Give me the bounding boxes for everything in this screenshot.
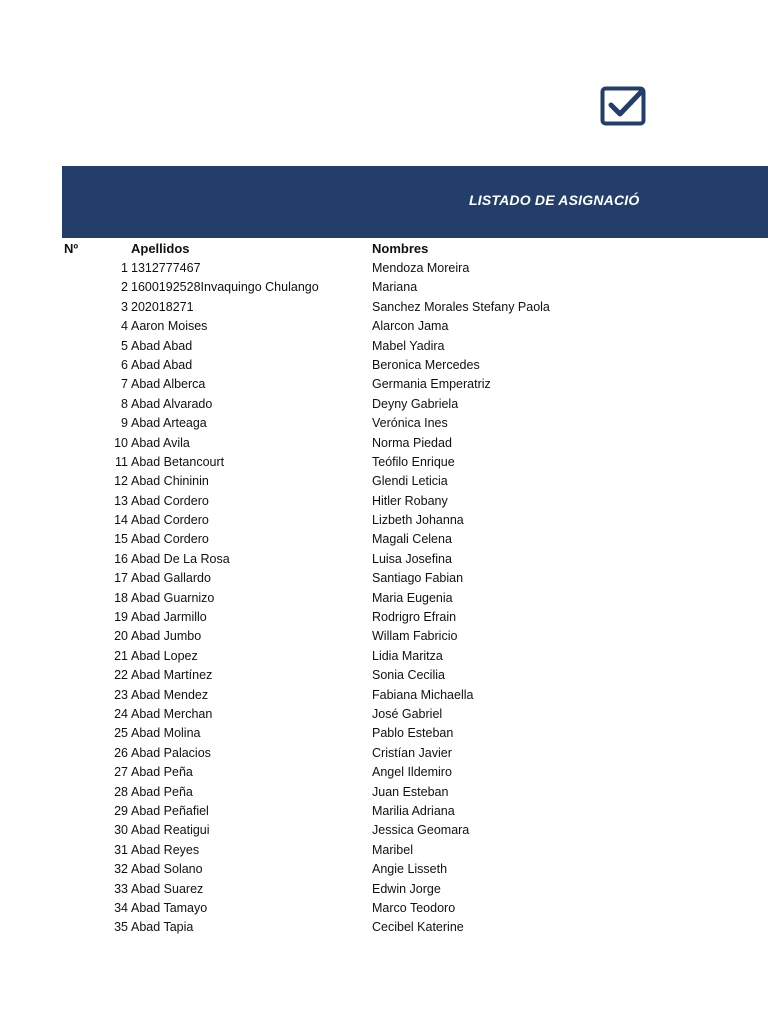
row-apellidos: Abad Abad	[131, 338, 193, 353]
row-apellidos: Abad Guarnizo	[131, 590, 215, 605]
row-number: 25	[114, 726, 128, 741]
row-number: 32	[114, 862, 128, 877]
row-nombres: Marilia Adriana	[372, 803, 455, 818]
row-nombres: Pablo Esteban	[372, 726, 454, 741]
checkbox-checked-icon	[600, 86, 646, 126]
row-number: 28	[114, 784, 128, 799]
row-number: 10	[114, 435, 128, 450]
list-row	[0, 762, 768, 781]
row-apellidos: Abad Suarez	[131, 881, 204, 896]
row-apellidos: Aaron Moises	[131, 319, 208, 334]
row-nombres: Marco Teodoro	[372, 900, 456, 915]
list-row	[0, 568, 768, 587]
row-nombres: Lizbeth Johanna	[372, 513, 464, 528]
row-apellidos: Abad Tapia	[131, 920, 194, 935]
row-number: 20	[114, 629, 128, 644]
row-nombres: Santiago Fabian	[372, 571, 464, 586]
row-nombres: Teófilo Enrique	[372, 454, 455, 469]
row-nombres: Edwin Jorge	[372, 881, 441, 896]
list-row	[0, 316, 768, 335]
row-nombres: Deyny Gabriela	[372, 396, 459, 411]
row-number: 8	[121, 396, 128, 411]
list-row	[0, 258, 768, 277]
row-nombres: José Gabriel	[372, 706, 443, 721]
row-number: 16	[114, 551, 128, 566]
row-apellidos: Abad Betancourt	[131, 454, 225, 469]
row-nombres: Beronica Mercedes	[372, 357, 480, 372]
list-row	[0, 510, 768, 529]
row-apellidos: Abad De La Rosa	[131, 551, 230, 566]
row-apellidos: Abad Martínez	[131, 668, 213, 683]
row-nombres: Verónica Ines	[372, 416, 448, 431]
row-apellidos: Abad Palacios	[131, 745, 211, 760]
row-nombres: Maria Eugenia	[372, 590, 453, 605]
row-nombres: Glendi Leticia	[372, 474, 448, 489]
row-number: 3	[121, 299, 128, 314]
list-row	[0, 665, 768, 684]
row-nombres: Fabiana Michaella	[372, 687, 474, 702]
list-row	[0, 607, 768, 626]
assignment-list	[0, 258, 768, 937]
row-number: 30	[114, 823, 128, 838]
row-number: 11	[115, 454, 128, 469]
list-row	[0, 879, 768, 898]
row-apellidos: Abad Lopez	[131, 648, 198, 663]
row-apellidos: 1600192528Invaquingo Chulango	[131, 280, 319, 295]
list-row	[0, 723, 768, 742]
row-apellidos: Abad Gallardo	[131, 571, 211, 586]
row-nombres: Maribel	[372, 842, 413, 857]
row-nombres: Luisa Josefina	[372, 551, 452, 566]
list-row	[0, 413, 768, 432]
list-row	[0, 626, 768, 645]
row-apellidos: Abad Tamayo	[131, 900, 208, 915]
row-nombres: Angel Ildemiro	[372, 765, 452, 780]
row-number: 26	[114, 745, 128, 760]
row-number: 23	[114, 687, 128, 702]
row-number: 9	[121, 416, 128, 431]
row-number: 1	[121, 261, 128, 275]
list-row	[0, 917, 768, 936]
row-apellidos: Abad Peña	[131, 784, 193, 799]
row-nombres: Rodrigro Efrain	[372, 610, 457, 625]
row-nombres: Magali Celena	[372, 532, 452, 547]
row-apellidos: Abad Jarmillo	[131, 610, 207, 625]
row-number: 22	[114, 668, 128, 683]
list-row	[0, 297, 768, 316]
list-row	[0, 743, 768, 762]
row-nombres: Germania Emperatriz	[372, 377, 491, 392]
list-row	[0, 529, 768, 548]
row-nombres: Mariana	[372, 280, 418, 295]
row-number: 18	[114, 590, 128, 605]
list-row	[0, 471, 768, 490]
row-number: 14	[114, 513, 128, 528]
row-nombres: Juan Esteban	[372, 784, 449, 799]
list-row	[0, 820, 768, 839]
row-apellidos: Abad Alvarado	[131, 396, 213, 411]
row-number: 33	[114, 881, 128, 896]
row-apellidos: Abad Reatigui	[131, 823, 210, 838]
row-apellidos: Abad Peñafiel	[131, 803, 209, 818]
column-header-apellidos: Apellidos	[131, 241, 190, 256]
row-apellidos: Abad Cordero	[131, 493, 209, 508]
list-row	[0, 801, 768, 820]
list-row	[0, 374, 768, 393]
row-apellidos: Abad Solano	[131, 862, 203, 877]
list-row	[0, 704, 768, 723]
row-apellidos: Abad Cordero	[131, 513, 209, 528]
list-row	[0, 588, 768, 607]
list-row	[0, 685, 768, 704]
row-number: 2	[121, 280, 128, 295]
list-row	[0, 782, 768, 801]
list-row	[0, 394, 768, 413]
row-nombres: Angie Lisseth	[372, 862, 448, 877]
row-apellidos: Abad Chininin	[131, 474, 209, 489]
row-number: 17	[114, 571, 128, 586]
row-apellidos: Abad Cordero	[131, 532, 209, 547]
row-nombres: Sonia Cecilia	[372, 668, 445, 683]
list-row	[0, 549, 768, 568]
row-number: 29	[114, 803, 128, 818]
row-apellidos: Abad Reyes	[131, 842, 200, 857]
row-number: 24	[114, 706, 128, 721]
row-nombres: Mabel Yadira	[372, 338, 445, 353]
row-apellidos: Abad Mendez	[131, 687, 209, 702]
row-number: 12	[114, 474, 128, 489]
row-number: 27	[114, 765, 128, 780]
page-title: LISTADO DE ASIGNACIÓ	[469, 192, 640, 208]
row-nombres: Hitler Robany	[372, 493, 448, 508]
list-row	[0, 452, 768, 471]
row-apellidos: Abad Alberca	[131, 377, 206, 392]
row-number: 4	[121, 319, 128, 334]
row-apellidos: Abad Jumbo	[131, 629, 202, 644]
row-apellidos: Abad Abad	[131, 357, 193, 372]
row-apellidos: 202018271	[131, 299, 194, 314]
list-row	[0, 277, 768, 296]
list-row	[0, 840, 768, 859]
row-number: 7	[121, 377, 128, 392]
row-nombres: Norma Piedad	[372, 435, 452, 450]
row-number: 35	[114, 920, 128, 935]
title-banner	[62, 166, 768, 238]
row-apellidos: Abad Merchan	[131, 706, 213, 721]
list-row	[0, 433, 768, 452]
row-apellidos: Abad Avila	[131, 435, 190, 450]
row-number: 15	[114, 532, 128, 547]
list-row	[0, 646, 768, 665]
row-number: 31	[114, 842, 128, 857]
row-nombres: Willam Fabricio	[372, 629, 458, 644]
row-number: 34	[114, 900, 128, 915]
list-row	[0, 336, 768, 355]
row-nombres: Mendoza Moreira	[372, 261, 470, 275]
list-row	[0, 491, 768, 510]
column-header-number: Nº	[64, 241, 79, 256]
column-header-nombres: Nombres	[372, 241, 429, 256]
row-nombres: Cecibel Katerine	[372, 920, 464, 935]
row-apellidos: Abad Molina	[131, 726, 201, 741]
row-number: 13	[114, 493, 128, 508]
row-apellidos: Abad Peña	[131, 765, 193, 780]
row-number: 6	[121, 357, 128, 372]
row-nombres: Jessica Geomara	[372, 823, 470, 838]
row-nombres: Cristían Javier	[372, 745, 452, 760]
row-nombres: Sanchez Morales Stefany Paola	[372, 299, 550, 314]
row-number: 19	[114, 610, 128, 625]
list-row	[0, 898, 768, 917]
row-nombres: Alarcon Jama	[372, 319, 449, 334]
row-number: 5	[121, 338, 128, 353]
row-nombres: Lidia Maritza	[372, 648, 443, 663]
row-apellidos: Abad Arteaga	[131, 416, 207, 431]
list-row	[0, 355, 768, 374]
row-number: 21	[114, 648, 128, 663]
list-row	[0, 859, 768, 878]
row-apellidos: 1312777467	[131, 261, 201, 275]
